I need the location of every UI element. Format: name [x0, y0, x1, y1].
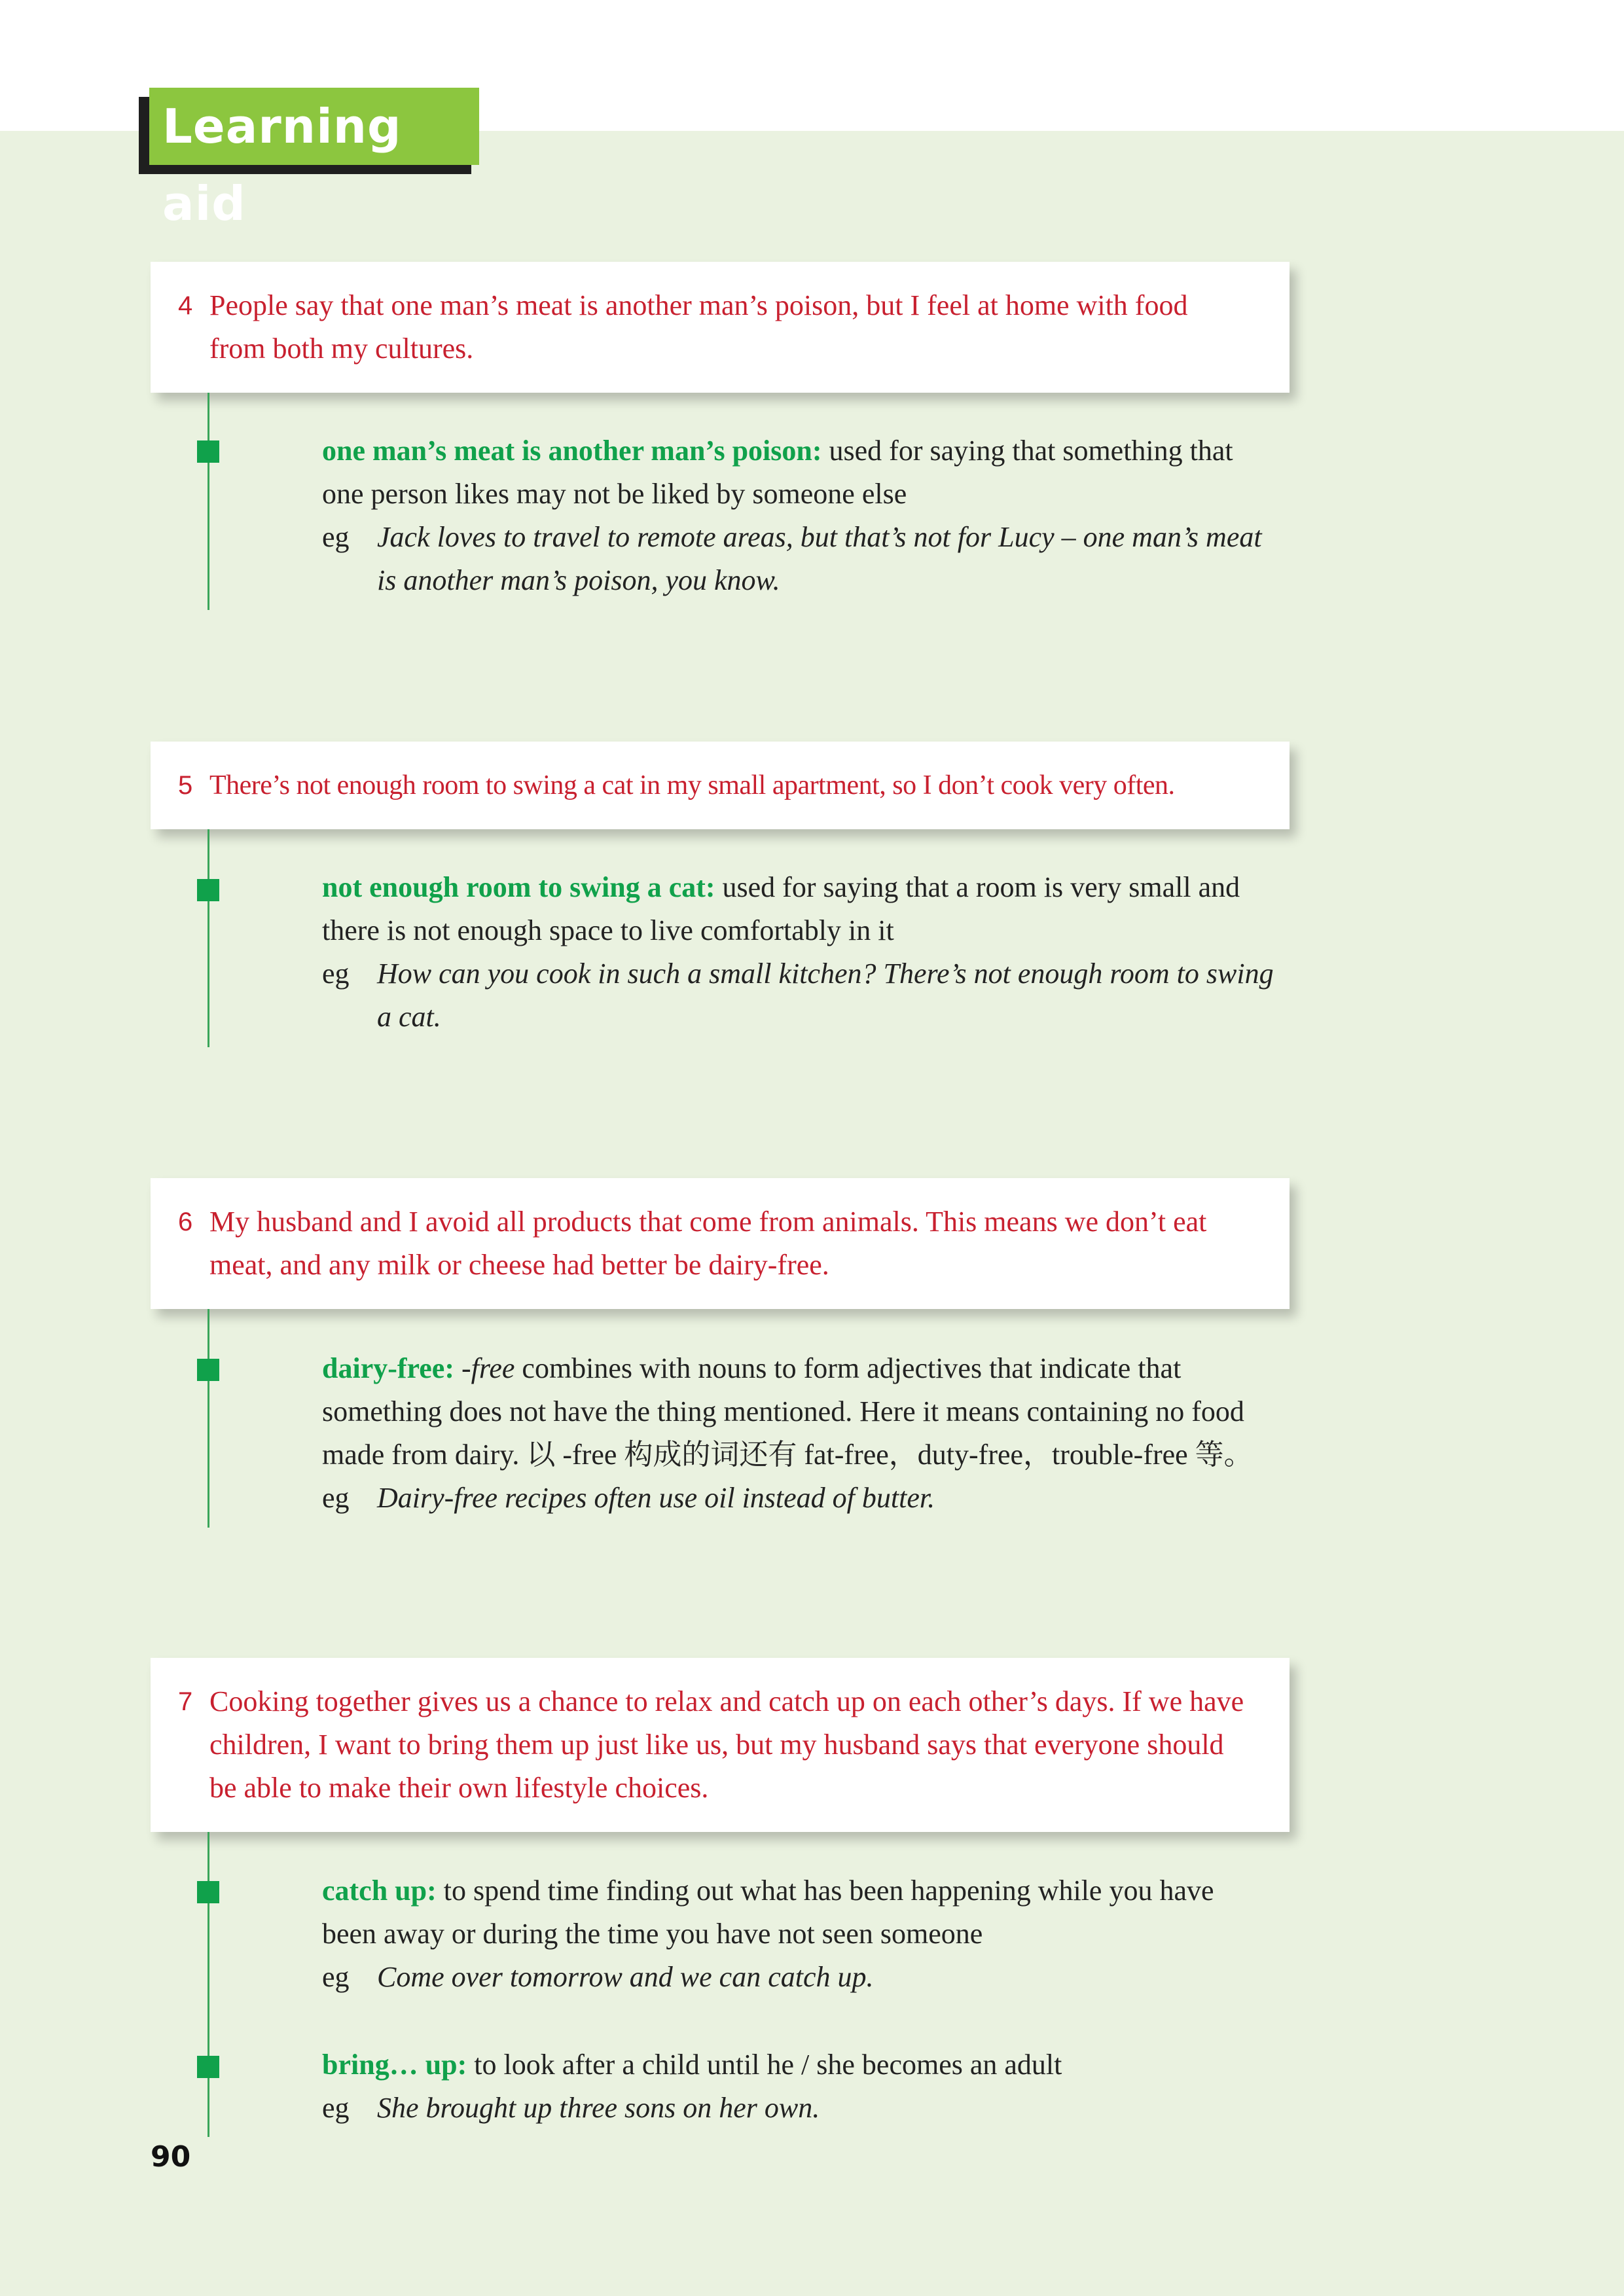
connector-line: [208, 829, 209, 1047]
definition-block: [322, 866, 1284, 1039]
bullet-square: [197, 2056, 219, 2078]
definition-text: to spend time finding out what has been happening while you have been away or during the time you have not seen someone: [322, 1874, 1214, 1950]
bullet-square: [197, 1359, 219, 1381]
term: not enough room to swing a cat:: [322, 871, 715, 903]
question-text: There’s not enough room to swing a cat in my small apartment, so I don’t cook very often.: [209, 770, 1175, 800]
question-number: 4: [178, 291, 193, 320]
example-label: eg: [322, 958, 350, 990]
example-sentence: How can you cook in such a small kitchen? There’s not enough room to swing a cat.: [377, 958, 1274, 1033]
definition-italic: -free: [461, 1352, 515, 1384]
connector-line: [208, 393, 209, 610]
question-box-5: [151, 742, 1290, 829]
section-header: [149, 88, 479, 231]
definition-text: to look after a child until he / she becomes an adult: [474, 2049, 1062, 2081]
definition-text: combines with nouns to form adjectives that indicate that something does not have the thing mentioned. Here it means containing no food made from dairy. 以 -free 构成的词还有 fat-free，duty-free，trouble-free 等。: [322, 1352, 1253, 1471]
term: catch up:: [322, 1874, 437, 1907]
question-box-4: [151, 262, 1290, 393]
question-number: 6: [178, 1208, 193, 1236]
term: bring… up:: [322, 2049, 467, 2081]
definition-text: used for saying that something that one person likes may not be liked by someone else: [322, 435, 1233, 510]
question-number: 7: [178, 1687, 193, 1716]
example-label: eg: [322, 2092, 350, 2124]
example-label: eg: [322, 1961, 350, 1993]
section-title: Learning aid: [162, 99, 402, 231]
question-box-6: [151, 1178, 1290, 1309]
bullet-square: [197, 440, 219, 463]
example-label: eg: [322, 1482, 350, 1514]
question-box-7: [151, 1658, 1290, 1832]
example-sentence: Come over tomorrow and we can catch up.: [377, 1961, 874, 1993]
example-sentence: Dairy-free recipes often use oil instead of butter.: [377, 1482, 935, 1514]
bullet-square: [197, 879, 219, 901]
definition-block: [322, 429, 1265, 602]
connector-line: [208, 1832, 209, 2137]
definition-block: [322, 1869, 1265, 1999]
example-sentence: She brought up three sons on her own.: [377, 2092, 820, 2124]
term: one man’s meat is another man’s poison:: [322, 435, 822, 467]
example-label: eg: [322, 521, 350, 553]
question-text: Cooking together gives us a chance to relax and catch up on each other’s days. If we have children, I want to bring them up just like us, but my husband says that everyone should be able to make their own lifestyle choices.: [209, 1685, 1244, 1804]
term: dairy-free:: [322, 1352, 454, 1384]
definition-block: [322, 1347, 1304, 1520]
example-sentence: Jack loves to travel to remote areas, but that’s not for Lucy – one man’s meat is another man’s poison, you know.: [377, 521, 1262, 596]
question-text: My husband and I avoid all products that come from animals. This means we don’t eat meat, and any milk or cheese had better be dairy-free.: [209, 1206, 1207, 1281]
definition-block: [322, 2043, 1265, 2130]
page-number: 90: [151, 2140, 191, 2174]
bullet-square: [197, 1881, 219, 1903]
question-number: 5: [178, 771, 193, 800]
definition-text: used for saying that a room is very small and there is not enough space to live comfortably in it: [322, 871, 1240, 946]
connector-line: [208, 1309, 209, 1528]
question-text: People say that one man’s meat is another man’s poison, but I feel at home with food from both my cultures.: [209, 289, 1188, 365]
